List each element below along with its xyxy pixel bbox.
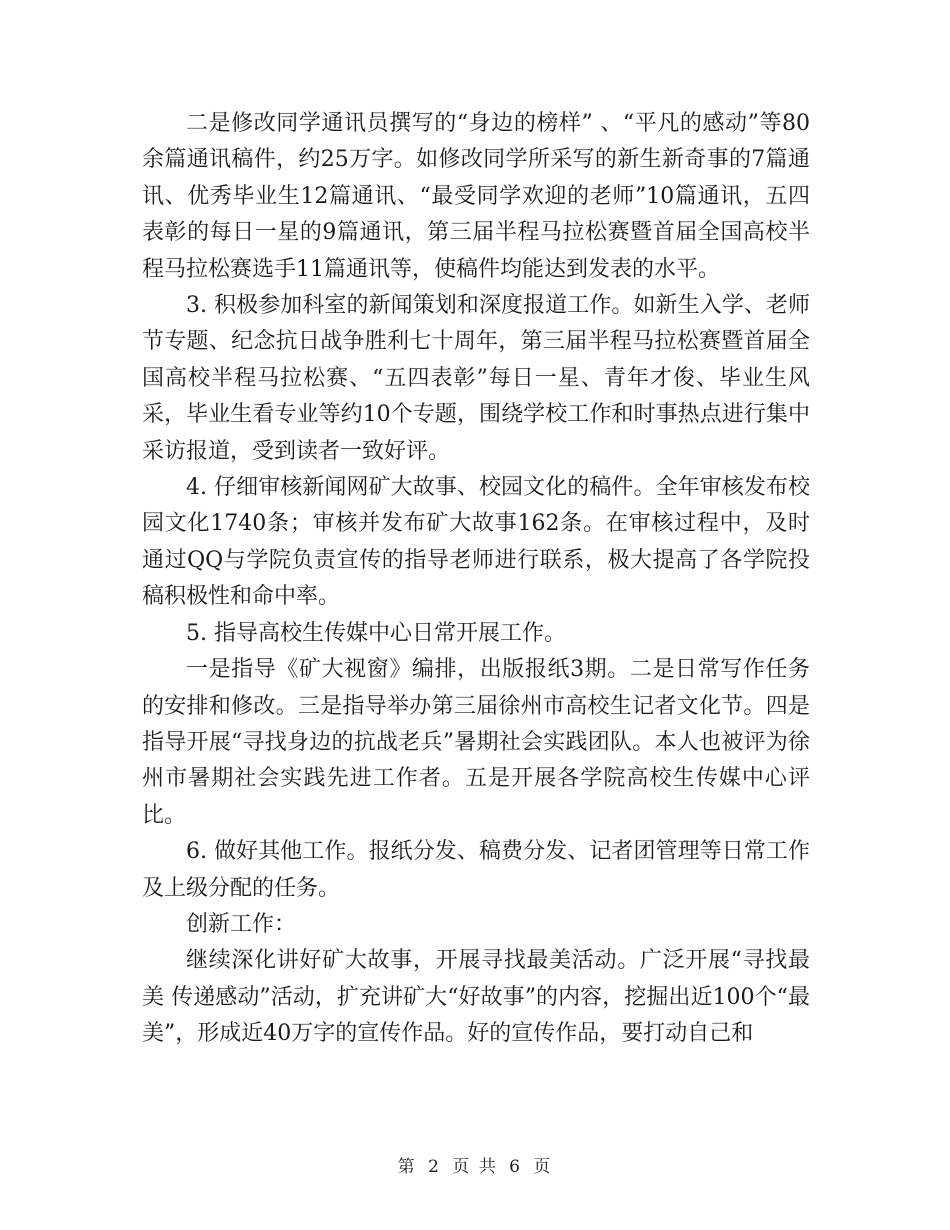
footer-middle: 页 共 — [452, 1157, 498, 1177]
page-footer — [0, 1152, 950, 1177]
paragraph: 二是修改同学通讯员撰写的“身边的榜样” 、“平凡的感动”等80余篇通讯稿件，约25万字。如修改同学所采写的新生新奇事的7篇通讯、优秀毕业生12篇通讯、“最受同学欢迎的老师”10篇通讯，五四表彰的每日一星的9篇通讯，第三届半程马拉松赛暨首届全国高校半程马拉松赛选手11篇通讯等，使稿件均能达到发表的水平。 — [142, 111, 810, 282]
paragraph: 继续深化讲好矿大故事，开展寻找最美活动。广泛开展“寻找最美 传递感动”活动，扩充讲矿大“好故事”的内容，挖掘出近100个“最美”，形成近40万字的宣传作品。好的宣传作品，要打动自己和 — [142, 948, 810, 1047]
paragraph: 6. 做好其他工作。报纸分发、稿费分发、记者团管理等日常工作及上级分配的任务。 — [142, 839, 810, 901]
paragraph: 5. 指导高校生传媒中心日常开展工作。 — [186, 620, 566, 646]
footer-suffix: 页 — [533, 1157, 553, 1177]
footer-total-pages: 6 — [509, 1157, 522, 1177]
footer-prefix: 第 — [397, 1157, 417, 1177]
paragraph: 4. 仔细审核新闻网矿大故事、校园文化的稿件。全年审核发布校园文化1740条；审核并发布矿大故事162条。在审核过程中，及时通过QQ与学院负责宣传的指导老师进行联系，极大提高了各学院投稿积极性和命中率。 — [142, 475, 810, 610]
paragraph: 3. 积极参加科室的新闻策划和深度报道工作。如新生入学、老师节专题、纪念抗日战争胜利七十周年，第三届半程马拉松赛暨首届全国高校半程马拉松赛、“五四表彰”每日一星、青年才俊、毕业生风采，毕业生看专业等约10个专题，围绕学校工作和时事热点进行集中采访报道，受到读者一致好评。 — [142, 293, 810, 464]
document-body — [142, 106, 810, 1053]
paragraph: 创新工作： — [186, 911, 297, 937]
paragraph: 一是指导《矿大视窗》编排，出版报纸3期。二是日常写作任务的安排和修改。三是指导举办第三届徐州市高校生记者文化节。四是指导开展“寻找身边的抗战老兵”暑期社会实践团队。本人也被评为徐州市暑期社会实践先进工作者。五是开展各学院高校生传媒中心评比。 — [142, 657, 810, 828]
footer-page-number: 2 — [428, 1157, 441, 1177]
